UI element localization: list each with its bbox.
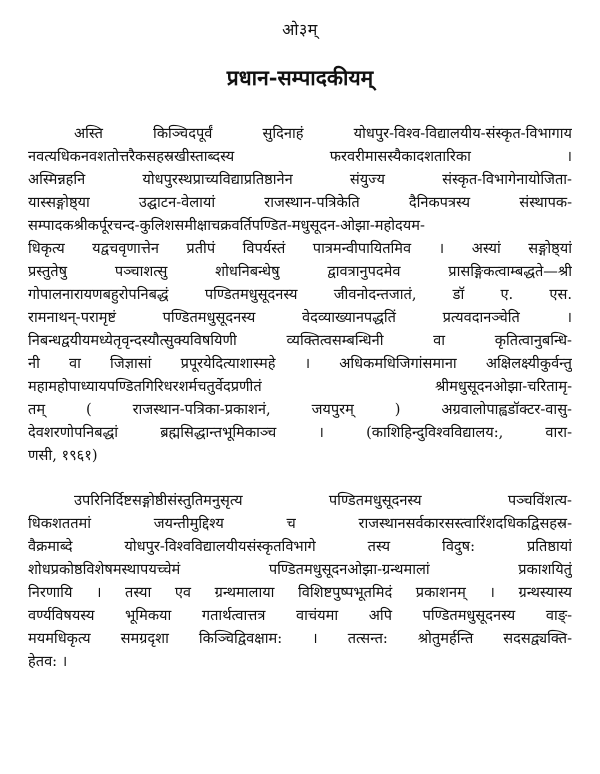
- text-line: मयमधिकृत्य समग्रदृशा किञ्चिद्विवक्षाम: । तत्सन्त: श्रोतुमर्हन्ति सदसद्व्यक्ति-: [28, 630, 572, 647]
- text-line: वैक्रमाब्दे योधपुर-विश्वविद्यालयीयसंस्कृतविभागे तस्य विदुष: प्रतिष्ठायां: [28, 538, 572, 555]
- text-line: धिकशततमां जयन्तीमुद्दिश्य च राजस्थानसर्वकारसस्त्वारिंशदधिकद्विसहस्र-: [28, 515, 572, 532]
- text-line: उपरिनिर्दिष्टसङ्गोष्ठीसंस्तुतिमनुसृत्य पण्डितमधुसूदनस्य पञ्चविंशत्य-: [74, 492, 572, 509]
- text-line: णसी, १९६१): [28, 447, 98, 464]
- om-invocation: ओ३म्: [282, 20, 318, 39]
- text-line: नी वा जिज्ञासां प्रपूरयेदित्याशास्महे । अधिकमधिजिगांसमाना अक्षिलक्ष्यीकुर्वन्तु: [28, 355, 572, 372]
- text-line: धिकृत्य यद्वचवृणात्तेन प्रतीपं विपर्यस्तं पात्रमन्वीपायितमिव । अस्यां सङ्गोष्ठ्यां: [28, 240, 572, 257]
- text-line: गोपालनारायणबहुरोपनिबद्धं पण्डितमधुसूदनस्य जीवनोदन्तजातं, डॉ ए. एस.: [28, 286, 572, 303]
- text-line: शोधप्रकोष्ठविशेषमस्थापयच्चेमं पण्डितमधुसूदनओझा-ग्रन्थमालां प्रकाशयितुं: [28, 561, 572, 578]
- text-line: प्रस्तुतेषु पञ्चाशत्सु शोधनिबन्धेषु द्वावत्रानुपदमेव प्रासङ्गिकत्वाम्बद्धते—श्री: [28, 263, 572, 280]
- text-line: नवत्यधिकनवशतोत्तरैकसहस्रखीस्ताब्दस्य फरवरीमासस्यैकादशतारिका ।: [28, 148, 572, 165]
- text-line: रामनाथन्-परामृष्टं पण्डितमधुसूदनस्य वेदव्याख्यानपद्धतिं प्रत्यवदानञ्चेति ।: [28, 309, 572, 326]
- text-line: निरणायि । तस्या एव ग्रन्थमालाया विशिष्टपुष्पभूतमिदं प्रकाशनम् । ग्रन्थस्यास्य: [28, 584, 572, 601]
- text-line: वर्ण्यविषयस्य भूमिकया गतार्थत्वात्तत्र वाचंयमा अपि पण्डितमधुसूदनस्य वाङ्-: [28, 607, 572, 624]
- page-title: प्रधान-सम्पादकीयम्: [226, 65, 374, 90]
- text-line: निबन्धद्वयीयमध्येतृवृन्दस्यौत्सुक्यविषयिणी व्यक्तित्वसम्बन्धिनी वा कृतित्वानुबन्धि-: [28, 332, 572, 349]
- text-line: देवशरणोपनिबद्धां ब्रह्मसिद्धान्तभूमिकाञ्च । (काशिहिन्दुविश्वविद्यालय:, वारा-: [28, 424, 572, 441]
- text-line: यास्सङ्गोष्ठ्या उद्घाटन-वेलायां राजस्थान-पत्रिकेति दैनिकपत्रस्य संस्थापक-: [28, 194, 572, 211]
- paragraph-1: [28, 122, 572, 467]
- text-line: तम् ( राजस्थान-पत्रिका-प्रकाशनं, जयपुरम् ) अग्रवालोपाह्वडॉक्टर-वासु-: [28, 401, 572, 418]
- paragraph-gap: [28, 467, 572, 489]
- text-line: हेतव: ।: [28, 653, 68, 670]
- text-line: अस्मिन्नहनि योधपुरस्थप्राच्यविद्याप्रतिष्ठानेन संयुज्य संस्कृत-विभागेनायोजिता-: [28, 171, 572, 188]
- text-line: सम्पादकश्रीकर्पूरचन्द-कुलिशसमीक्षाचक्रवर्तिपण्डित-मधुसूदन-ओझा-महोदयम-: [28, 217, 425, 234]
- paragraph-2: [28, 489, 572, 673]
- text-line: महामहोपाध्यायपण्डितगिरिधरशर्मचतुर्वेदप्रणीतं श्रीमधुसूदनओझा-चरितामृ-: [28, 378, 572, 395]
- text-line: अस्ति किञ्चिदपूर्वं सुदिनाहं योधपुर-विश्व-विद्यालयीय-संस्कृत-विभागाय: [74, 125, 572, 142]
